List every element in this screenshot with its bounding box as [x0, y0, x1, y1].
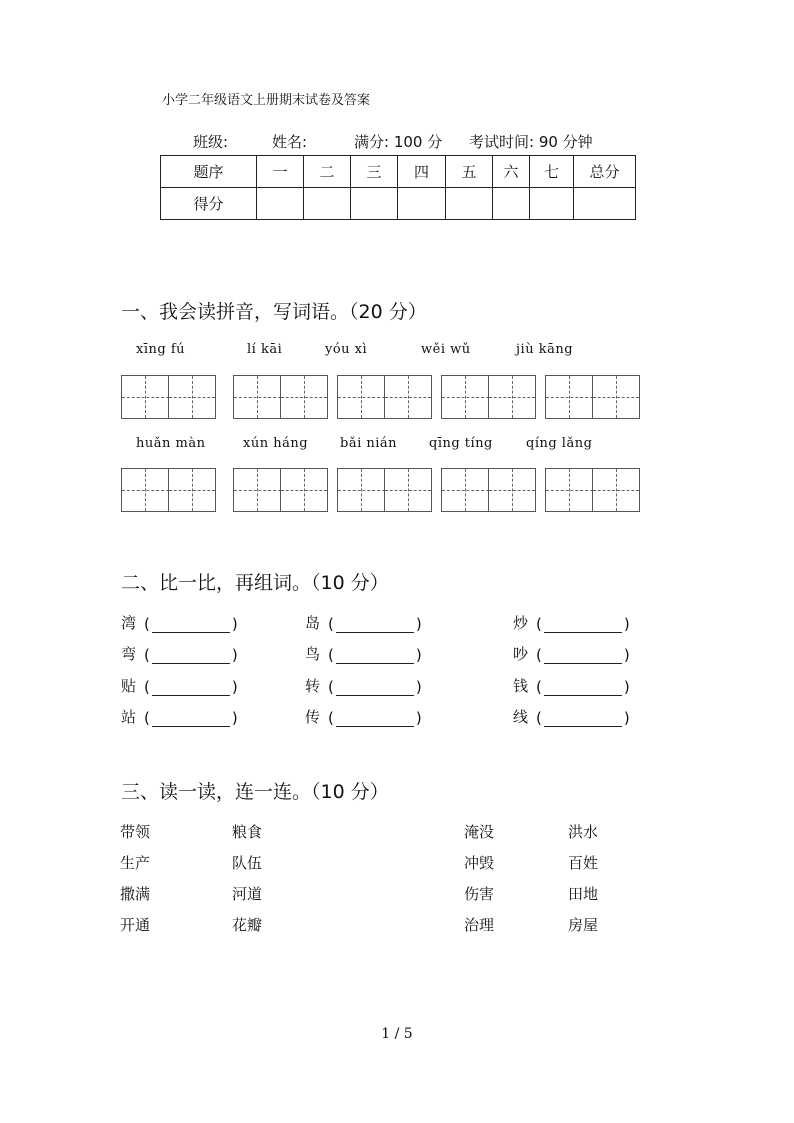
answer-blank[interactable] — [152, 681, 230, 696]
exam-time-label: 考试时间: 90 分钟 — [469, 133, 593, 151]
score-table-cell: 四 — [398, 156, 446, 188]
score-table-score-row — [161, 188, 636, 220]
compare-item — [513, 643, 631, 664]
close-paren: ) — [415, 678, 422, 696]
match-word[interactable]: 治理 — [464, 916, 495, 934]
answer-blank[interactable] — [544, 712, 622, 727]
section1-title: 一、我会读拼音，写词语。（20 分） — [121, 301, 427, 323]
compare-char: 转 — [305, 677, 321, 695]
match-word[interactable]: 带领 — [120, 823, 151, 841]
writing-grid-box[interactable] — [121, 468, 216, 512]
compare-item — [121, 612, 239, 633]
pinyin-label: jiù kāng — [516, 342, 574, 357]
writing-grid-box[interactable] — [441, 375, 536, 419]
score-table-cell: 七 — [530, 156, 574, 188]
page-number: 1 / 5 — [381, 1026, 413, 1042]
score-input-cell[interactable] — [398, 188, 446, 220]
match-word[interactable]: 伤害 — [464, 885, 495, 903]
score-input-cell[interactable] — [351, 188, 398, 220]
match-word[interactable]: 田地 — [568, 885, 599, 903]
compare-item — [513, 675, 631, 696]
answer-blank[interactable] — [544, 618, 622, 633]
open-paren: ( — [536, 709, 542, 727]
close-paren: ) — [415, 615, 422, 633]
score-table-cell: 三 — [351, 156, 398, 188]
match-word[interactable]: 冲毁 — [464, 854, 495, 872]
pinyin-label: bǎi nián — [340, 436, 398, 451]
open-paren: ( — [536, 678, 542, 696]
class-label: 班级: — [193, 133, 229, 151]
compare-char: 贴 — [121, 677, 137, 695]
score-table-cell: 得分 — [161, 188, 257, 220]
match-word[interactable]: 百姓 — [568, 854, 599, 872]
close-paren: ) — [415, 646, 422, 664]
close-paren: ) — [415, 709, 422, 727]
answer-blank[interactable] — [152, 712, 230, 727]
close-paren: ) — [231, 646, 238, 664]
compare-char: 湾 — [121, 614, 137, 632]
score-input-cell[interactable] — [446, 188, 493, 220]
match-word[interactable]: 粮食 — [232, 823, 263, 841]
open-paren: ( — [328, 646, 334, 664]
match-word[interactable]: 开通 — [120, 916, 151, 934]
close-paren: ) — [623, 709, 630, 727]
writing-grid-box[interactable] — [121, 375, 216, 419]
pinyin-label: qíng lǎng — [526, 436, 593, 451]
pinyin-label: qīng tíng — [429, 436, 493, 451]
section2-title: 二、比一比，再组词。（10 分） — [121, 572, 389, 594]
answer-blank[interactable] — [152, 618, 230, 633]
compare-item — [121, 706, 239, 727]
open-paren: ( — [144, 646, 150, 664]
match-word[interactable]: 房屋 — [568, 916, 599, 934]
pinyin-label: yóu xì — [325, 342, 368, 357]
answer-blank[interactable] — [544, 681, 622, 696]
compare-char: 站 — [121, 708, 137, 726]
pinyin-label: wěi wǔ — [421, 342, 471, 357]
writing-grid-box[interactable] — [441, 468, 536, 512]
score-input-cell[interactable] — [493, 188, 530, 220]
answer-blank[interactable] — [152, 649, 230, 664]
score-input-cell[interactable] — [574, 188, 636, 220]
pinyin-label: xīng fú — [136, 342, 185, 357]
compare-item — [305, 643, 423, 664]
writing-grid-box[interactable] — [233, 375, 328, 419]
writing-grid-box[interactable] — [337, 468, 432, 512]
pinyin-label: huǎn màn — [136, 436, 206, 451]
open-paren: ( — [144, 615, 150, 633]
open-paren: ( — [144, 709, 150, 727]
close-paren: ) — [623, 646, 630, 664]
pinyin-label: xún háng — [243, 436, 309, 451]
close-paren: ) — [231, 709, 238, 727]
open-paren: ( — [328, 709, 334, 727]
compare-char: 传 — [305, 708, 321, 726]
match-word[interactable]: 淹没 — [464, 823, 495, 841]
pinyin-label: lí kāi — [247, 342, 283, 357]
answer-blank[interactable] — [336, 618, 414, 633]
close-paren: ) — [231, 615, 238, 633]
answer-blank[interactable] — [544, 649, 622, 664]
open-paren: ( — [536, 615, 542, 633]
full-score-label: 满分: 100 分 — [354, 133, 443, 151]
score-table-header-row — [161, 156, 636, 188]
name-label: 姓名: — [272, 133, 308, 151]
compare-item — [305, 612, 423, 633]
compare-char: 弯 — [121, 645, 137, 663]
score-input-cell[interactable] — [304, 188, 351, 220]
close-paren: ) — [231, 678, 238, 696]
compare-item — [121, 643, 239, 664]
score-table-cell: 五 — [446, 156, 493, 188]
compare-char: 岛 — [305, 614, 321, 632]
compare-item — [305, 706, 423, 727]
open-paren: ( — [144, 678, 150, 696]
score-input-cell[interactable] — [257, 188, 304, 220]
compare-item — [121, 675, 239, 696]
compare-char: 钱 — [513, 677, 529, 695]
writing-grid-box[interactable] — [337, 375, 432, 419]
writing-grid-box[interactable] — [233, 468, 328, 512]
score-table — [160, 155, 636, 220]
compare-item — [513, 706, 631, 727]
score-table-cell: 总分 — [574, 156, 636, 188]
match-word[interactable]: 生产 — [120, 854, 151, 872]
score-table-cell: 二 — [304, 156, 351, 188]
open-paren: ( — [328, 678, 334, 696]
close-paren: ) — [623, 615, 630, 633]
open-paren: ( — [536, 646, 542, 664]
answer-blank[interactable] — [336, 649, 414, 664]
score-input-cell[interactable] — [530, 188, 574, 220]
section3-title: 三、读一读，连一连。（10 分） — [121, 781, 389, 803]
answer-blank[interactable] — [336, 681, 414, 696]
compare-char: 鸟 — [305, 645, 321, 663]
compare-item — [305, 675, 423, 696]
compare-char: 炒 — [513, 614, 529, 632]
writing-grid-box[interactable] — [545, 375, 640, 419]
answer-blank[interactable] — [336, 712, 414, 727]
match-word[interactable]: 队伍 — [232, 854, 263, 872]
compare-item — [513, 612, 631, 633]
writing-grid-box[interactable] — [545, 468, 640, 512]
document-title: 小学二年级语文上册期末试卷及答案 — [162, 93, 371, 108]
match-word[interactable]: 洪水 — [568, 823, 599, 841]
match-word[interactable]: 花瓣 — [232, 916, 263, 934]
close-paren: ) — [623, 678, 630, 696]
match-word[interactable]: 河道 — [232, 885, 263, 903]
score-table-cell: 题序 — [161, 156, 257, 188]
score-table-cell: 六 — [493, 156, 530, 188]
score-table-cell: 一 — [257, 156, 304, 188]
compare-char: 线 — [513, 708, 529, 726]
match-word[interactable]: 撒满 — [120, 885, 151, 903]
open-paren: ( — [328, 615, 334, 633]
compare-char: 吵 — [513, 645, 529, 663]
